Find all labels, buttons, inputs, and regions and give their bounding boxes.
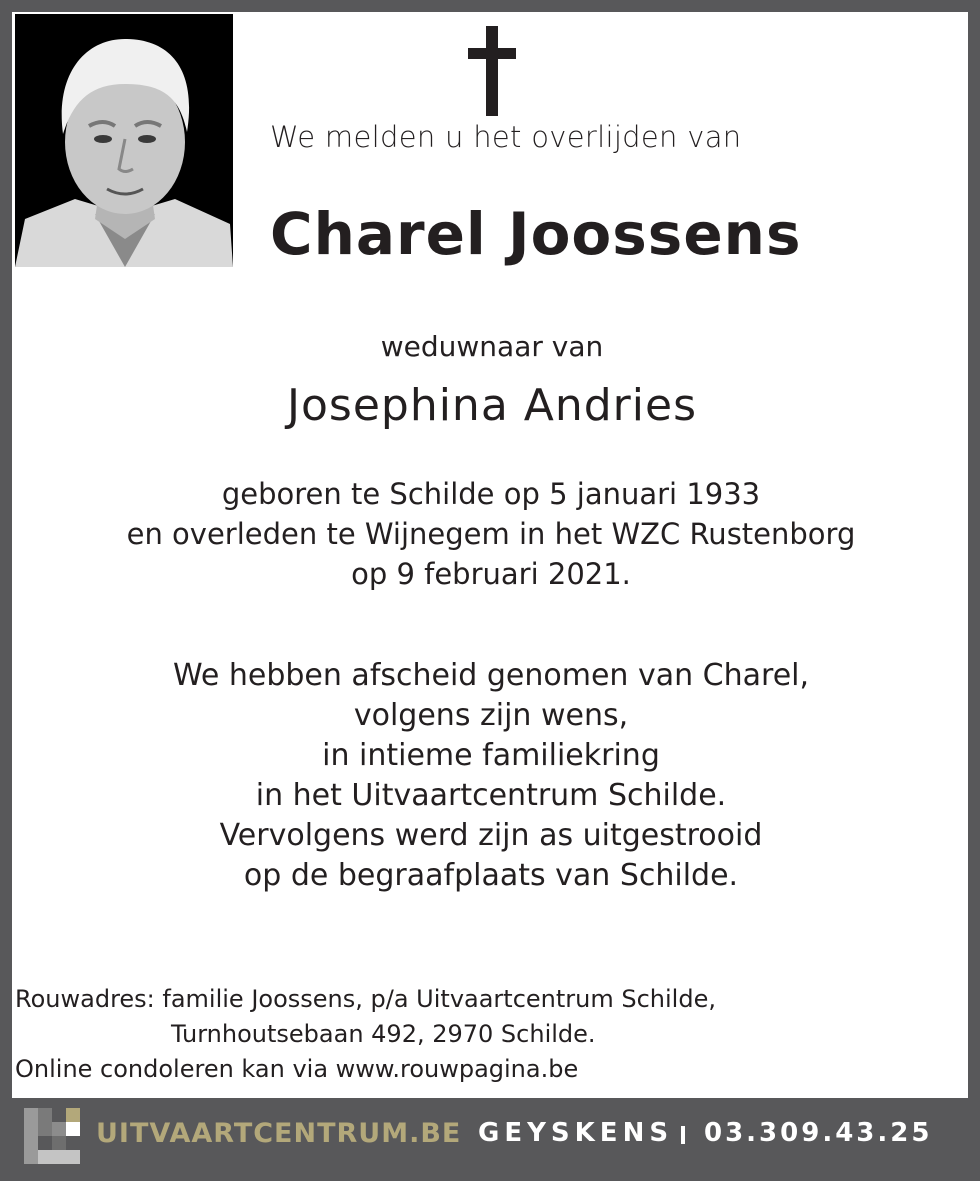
- contact-block: [15, 982, 716, 1087]
- farewell-line: in intieme familiekring: [322, 738, 660, 773]
- company-name: GEYSKENS: [478, 1118, 674, 1148]
- farewell-line: Vervolgens werd zijn as uitgestrooid: [219, 818, 763, 853]
- mourning-address-line1: Rouwadres: familie Joossens, p/a Uitvaartcentrum Schilde,: [15, 985, 716, 1013]
- footer-bar: [0, 1098, 980, 1181]
- phone-number: 03.309.43.25: [704, 1118, 933, 1148]
- farewell-line: in het Uitvaartcentrum Schilde.: [255, 778, 727, 813]
- portrait-photo: [15, 14, 233, 267]
- intro-text: We melden u het overlijden van: [270, 120, 742, 154]
- farewell-text: [12, 656, 970, 896]
- birth-death-details: [12, 474, 970, 594]
- farewell-line: volgens zijn wens,: [353, 698, 629, 733]
- spouse-name: Josephina Andries: [287, 380, 697, 431]
- death-place-line: en overleden te Wijnegem in het WZC Rustenborg: [126, 517, 856, 551]
- portrait-icon: [15, 14, 233, 267]
- brand-name: UITVAARTCENTRUM.BE: [96, 1118, 462, 1149]
- obituary-card: [12, 12, 968, 1098]
- deceased-name: Charel Joossens: [270, 200, 802, 268]
- widower-label: weduwnaar van: [380, 330, 604, 363]
- mourning-address-line2: Turnhoutsebaan 492, 2970 Schilde.: [171, 1020, 596, 1048]
- separator: [681, 1126, 685, 1144]
- farewell-line: We hebben afscheid genomen van Charel,: [172, 658, 810, 693]
- farewell-line: op de begraafplaats van Schilde.: [243, 858, 739, 893]
- condolence-line: Online condoleren kan via www.rouwpagina.be: [15, 1055, 579, 1083]
- death-date-line: op 9 februari 2021.: [351, 557, 631, 591]
- birth-line: geboren te Schilde op 5 januari 1933: [221, 477, 761, 511]
- uitvaartcentrum-logo-icon: [24, 1108, 80, 1164]
- cross-icon: [468, 26, 516, 116]
